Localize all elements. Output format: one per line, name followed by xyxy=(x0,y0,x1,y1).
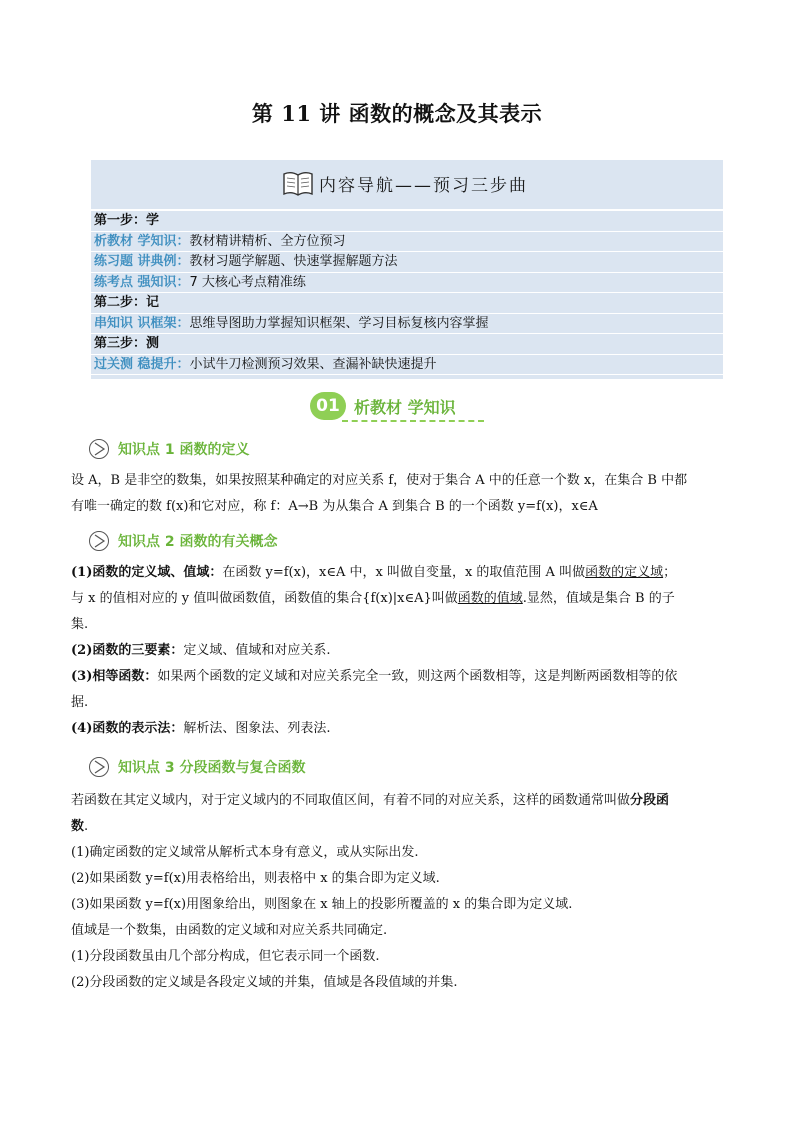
page-title: 第 11 讲 函数的概念及其表示 xyxy=(251,101,543,126)
text-line: 有唯一确定的数 f(x)和它对应，称 f：A→B 为从集合 A 到集合 B 的一个函数 y=f(x)，x∈A xyxy=(71,499,598,514)
nav-item-key: 串知识 识框架： xyxy=(94,315,190,331)
text-span: 若函数在其定义域内，对于定义域内的不同取值区间，有着不同的对应关系，这样的函数通常叫做 xyxy=(71,793,631,808)
text-span: 与 x 的值相对应的 y 值叫做函数值，函数值的集合{f(x)|x∈A}叫做 xyxy=(71,591,458,606)
text-line: (1)分段函数虽由几个部分构成，但它表示同一个函数. xyxy=(71,949,380,964)
nav-item-value: 小试牛刀检测预习效果、查漏补缺快速提升 xyxy=(189,356,437,372)
text-line: (2)如果函数 y=f(x)用表格给出，则表格中 x 的集合即为定义域. xyxy=(71,871,440,886)
section-title: 析教材 学知识 xyxy=(354,397,456,417)
nav-item-row xyxy=(91,252,723,273)
text-line xyxy=(71,716,731,742)
nav-item-key: 析教材 学知识： xyxy=(94,233,190,249)
bold-term: 分段函 xyxy=(630,793,670,808)
nav-item-row xyxy=(91,355,723,376)
text-span: .显然，值域是集合 B 的子 xyxy=(522,591,675,606)
text-line xyxy=(71,560,731,586)
knowledge-point-2-heading xyxy=(88,530,278,552)
nav-item-row xyxy=(91,273,723,294)
term-heading: (2)函数的三要素： xyxy=(71,643,184,658)
text-line: (1)确定函数的定义域常从解析式本身有意义，或从实际出发. xyxy=(71,845,419,860)
knowledge-point-1-body xyxy=(71,468,731,520)
nav-step-label: 第二步：记 xyxy=(94,295,160,310)
nav-step-row xyxy=(91,211,723,232)
nav-rows xyxy=(91,211,723,375)
knowledge-point-3-lines xyxy=(71,840,731,996)
underlined-term: 函数的定义域 xyxy=(585,565,664,580)
bold-term: 数 xyxy=(71,819,85,834)
text-line: 据. xyxy=(71,695,89,710)
play-arrow-icon xyxy=(88,530,110,552)
text-span: . xyxy=(84,819,89,834)
content-navigation-box xyxy=(91,160,723,379)
knowledge-point-1-label: 知识点 1 函数的定义 xyxy=(118,442,250,458)
nav-item-value: 教材精讲精析、全方位预习 xyxy=(189,233,346,249)
knowledge-point-2-body xyxy=(71,560,731,742)
section-number-badge: 01 xyxy=(310,392,346,420)
text-line xyxy=(71,814,731,840)
nav-item-value: 教材习题学解题、快速掌握解题方法 xyxy=(189,254,398,269)
section-divider xyxy=(342,420,484,422)
section-heading xyxy=(310,392,456,420)
text-line: (3)如果函数 y=f(x)用图象给出，则图象在 x 轴上的投影所覆盖的 x 的集合即为定义域. xyxy=(71,897,573,912)
knowledge-point-2-label: 知识点 2 函数的有关概念 xyxy=(118,534,278,550)
nav-header xyxy=(91,160,723,211)
nav-item-row xyxy=(91,232,723,253)
term-heading: (1)函数的定义域、值域： xyxy=(71,565,223,580)
nav-step-label: 第三步：测 xyxy=(94,336,160,351)
text-span: 定义域、值域和对应关系. xyxy=(183,643,331,658)
text-line xyxy=(71,638,731,664)
text-line xyxy=(71,664,731,690)
text-line: 值域是一个数集，由函数的定义域和对应关系共同确定. xyxy=(71,923,388,938)
text-span: 如果两个函数的定义域和对应关系完全一致，则这两个函数相等，这是判断两函数相等的依 xyxy=(157,669,678,684)
knowledge-point-3-label: 知识点 3 分段函数与复合函数 xyxy=(118,760,306,776)
text-line xyxy=(71,586,731,612)
play-arrow-icon xyxy=(88,756,110,778)
knowledge-point-1-heading xyxy=(88,438,250,460)
nav-item-row xyxy=(91,314,723,335)
nav-item-value: 思维导图助力掌握知识框架、学习目标复核内容掌握 xyxy=(189,315,489,331)
text-span: 在函数 y=f(x)，x∈A 中，x 叫做自变量，x 的取值范围 A 叫做 xyxy=(222,565,586,580)
nav-item-key: 过关测 稳提升： xyxy=(94,356,190,372)
text-span: ； xyxy=(663,565,677,580)
play-arrow-icon xyxy=(88,438,110,460)
nav-header-text: 内容导航——预习三步曲 xyxy=(319,175,528,196)
nav-step-row xyxy=(91,334,723,355)
nav-step-row xyxy=(91,293,723,314)
open-book-icon xyxy=(281,168,315,198)
text-line: 集. xyxy=(71,617,89,632)
knowledge-point-3-body xyxy=(71,788,731,996)
text-line: 设 A，B 是非空的数集，如果按照某种确定的对应关系 f，使对于集合 A 中的任意一个数 x，在集合 B 中都 xyxy=(71,473,688,488)
underlined-term: 函数的值域 xyxy=(457,591,523,606)
text-span: 解析法、图象法、列表法. xyxy=(183,721,331,736)
text-line: (2)分段函数的定义域是各段定义域的并集，值域是各段值域的并集. xyxy=(71,975,458,990)
nav-item-value: 7 大核心考点精准练 xyxy=(189,274,306,290)
nav-step-label: 第一步：学 xyxy=(94,213,160,228)
term-heading: (4)函数的表示法： xyxy=(71,721,184,736)
nav-item-key: 练考点 强知识： xyxy=(94,274,190,290)
text-line xyxy=(71,788,731,814)
term-heading: (3)相等函数： xyxy=(71,669,158,684)
knowledge-point-3-heading xyxy=(88,756,306,778)
nav-item-key: 练习题 讲典例： xyxy=(94,254,190,269)
